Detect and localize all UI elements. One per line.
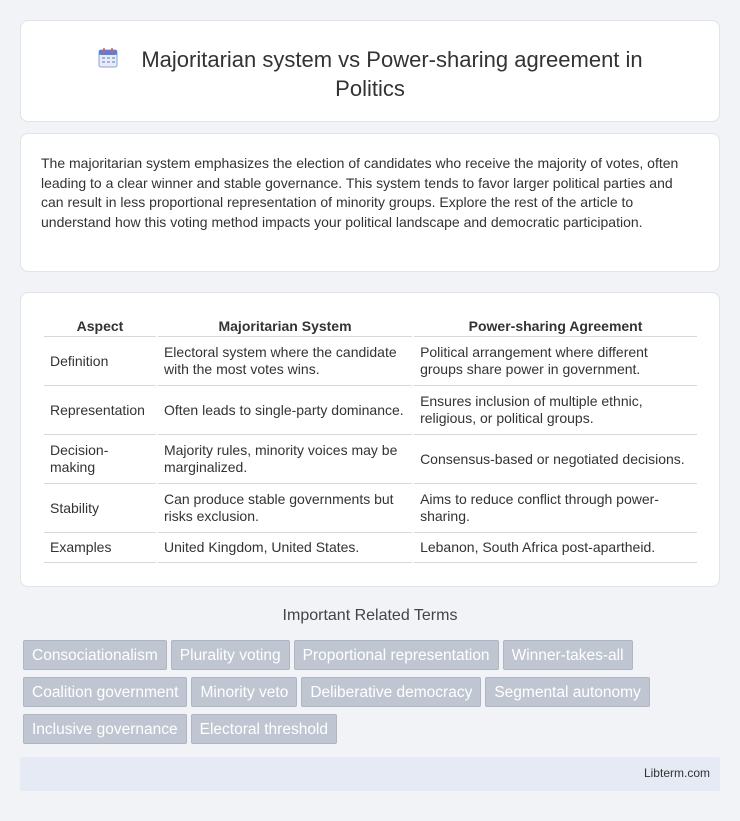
row-power-sharing: Ensures inclusion of multiple ethnic, religious, or political groups.	[414, 386, 697, 435]
header-power-sharing: Power-sharing Agreement	[414, 315, 697, 337]
related-terms-title: Important Related Terms	[282, 607, 458, 624]
tag-coalition-government[interactable]: Coalition government	[23, 677, 187, 707]
row-power-sharing: Political arrangement where different groups share power in government.	[414, 337, 697, 386]
tag-electoral-threshold[interactable]: Electoral threshold	[191, 714, 337, 744]
header-card	[20, 20, 720, 122]
comparison-table	[42, 315, 699, 563]
row-aspect: Definition	[44, 337, 156, 386]
tag-minority-veto[interactable]: Minority veto	[191, 677, 297, 707]
intro-card	[20, 133, 720, 272]
related-terms-list	[23, 640, 723, 751]
tag-inclusive-governance[interactable]: Inclusive governance	[23, 714, 187, 744]
calendar-icon	[97, 47, 119, 69]
header-aspect: Aspect	[44, 315, 156, 337]
row-power-sharing: Aims to reduce conflict through power-sharing.	[414, 484, 697, 533]
table-row	[44, 484, 697, 533]
row-majoritarian: Can produce stable governments but risks exclusion.	[158, 484, 412, 533]
row-aspect: Stability	[44, 484, 156, 533]
table-row	[44, 533, 697, 563]
page-title	[61, 45, 679, 103]
intro-paragraph: The majoritarian system emphasizes the election of candidates who receive the majority of votes, often leading to a clear winner and stable governance. This system tends to favor larger political parties and can result in less proportional representation of minority groups. Explore the rest of the article to understand how this voting method impacts your political landscape and democratic participation.	[41, 155, 679, 230]
header-majoritarian: Majoritarian System	[158, 315, 412, 337]
row-power-sharing: Lebanon, South Africa post-apartheid.	[414, 533, 697, 563]
page-title-text: Majoritarian system vs Power-sharing agreement in Politics	[141, 47, 643, 101]
tag-segmental-autonomy[interactable]: Segmental autonomy	[485, 677, 649, 707]
row-aspect: Decision-making	[44, 435, 156, 484]
row-aspect: Examples	[44, 533, 156, 563]
footer	[20, 757, 720, 791]
table-row	[44, 386, 697, 435]
tag-deliberative-democracy[interactable]: Deliberative democracy	[301, 677, 481, 707]
table-row	[44, 435, 697, 484]
row-majoritarian: Electoral system where the candidate with the most votes wins.	[158, 337, 412, 386]
row-aspect: Representation	[44, 386, 156, 435]
table-row	[44, 337, 697, 386]
row-majoritarian: Often leads to single-party dominance.	[158, 386, 412, 435]
footer-brand-link[interactable]: Libterm.com	[643, 766, 710, 780]
tag-proportional-representation[interactable]: Proportional representation	[294, 640, 499, 670]
comparison-table-card	[20, 292, 720, 587]
tag-plurality-voting[interactable]: Plurality voting	[171, 640, 290, 670]
row-majoritarian: United Kingdom, United States.	[158, 533, 412, 563]
row-majoritarian: Majority rules, minority voices may be marginalized.	[158, 435, 412, 484]
tag-consociationalism[interactable]: Consociationalism	[23, 640, 167, 670]
tag-winner-takes-all[interactable]: Winner-takes-all	[503, 640, 633, 670]
row-power-sharing: Consensus-based or negotiated decisions.	[414, 435, 697, 484]
table-header-row	[44, 315, 697, 337]
